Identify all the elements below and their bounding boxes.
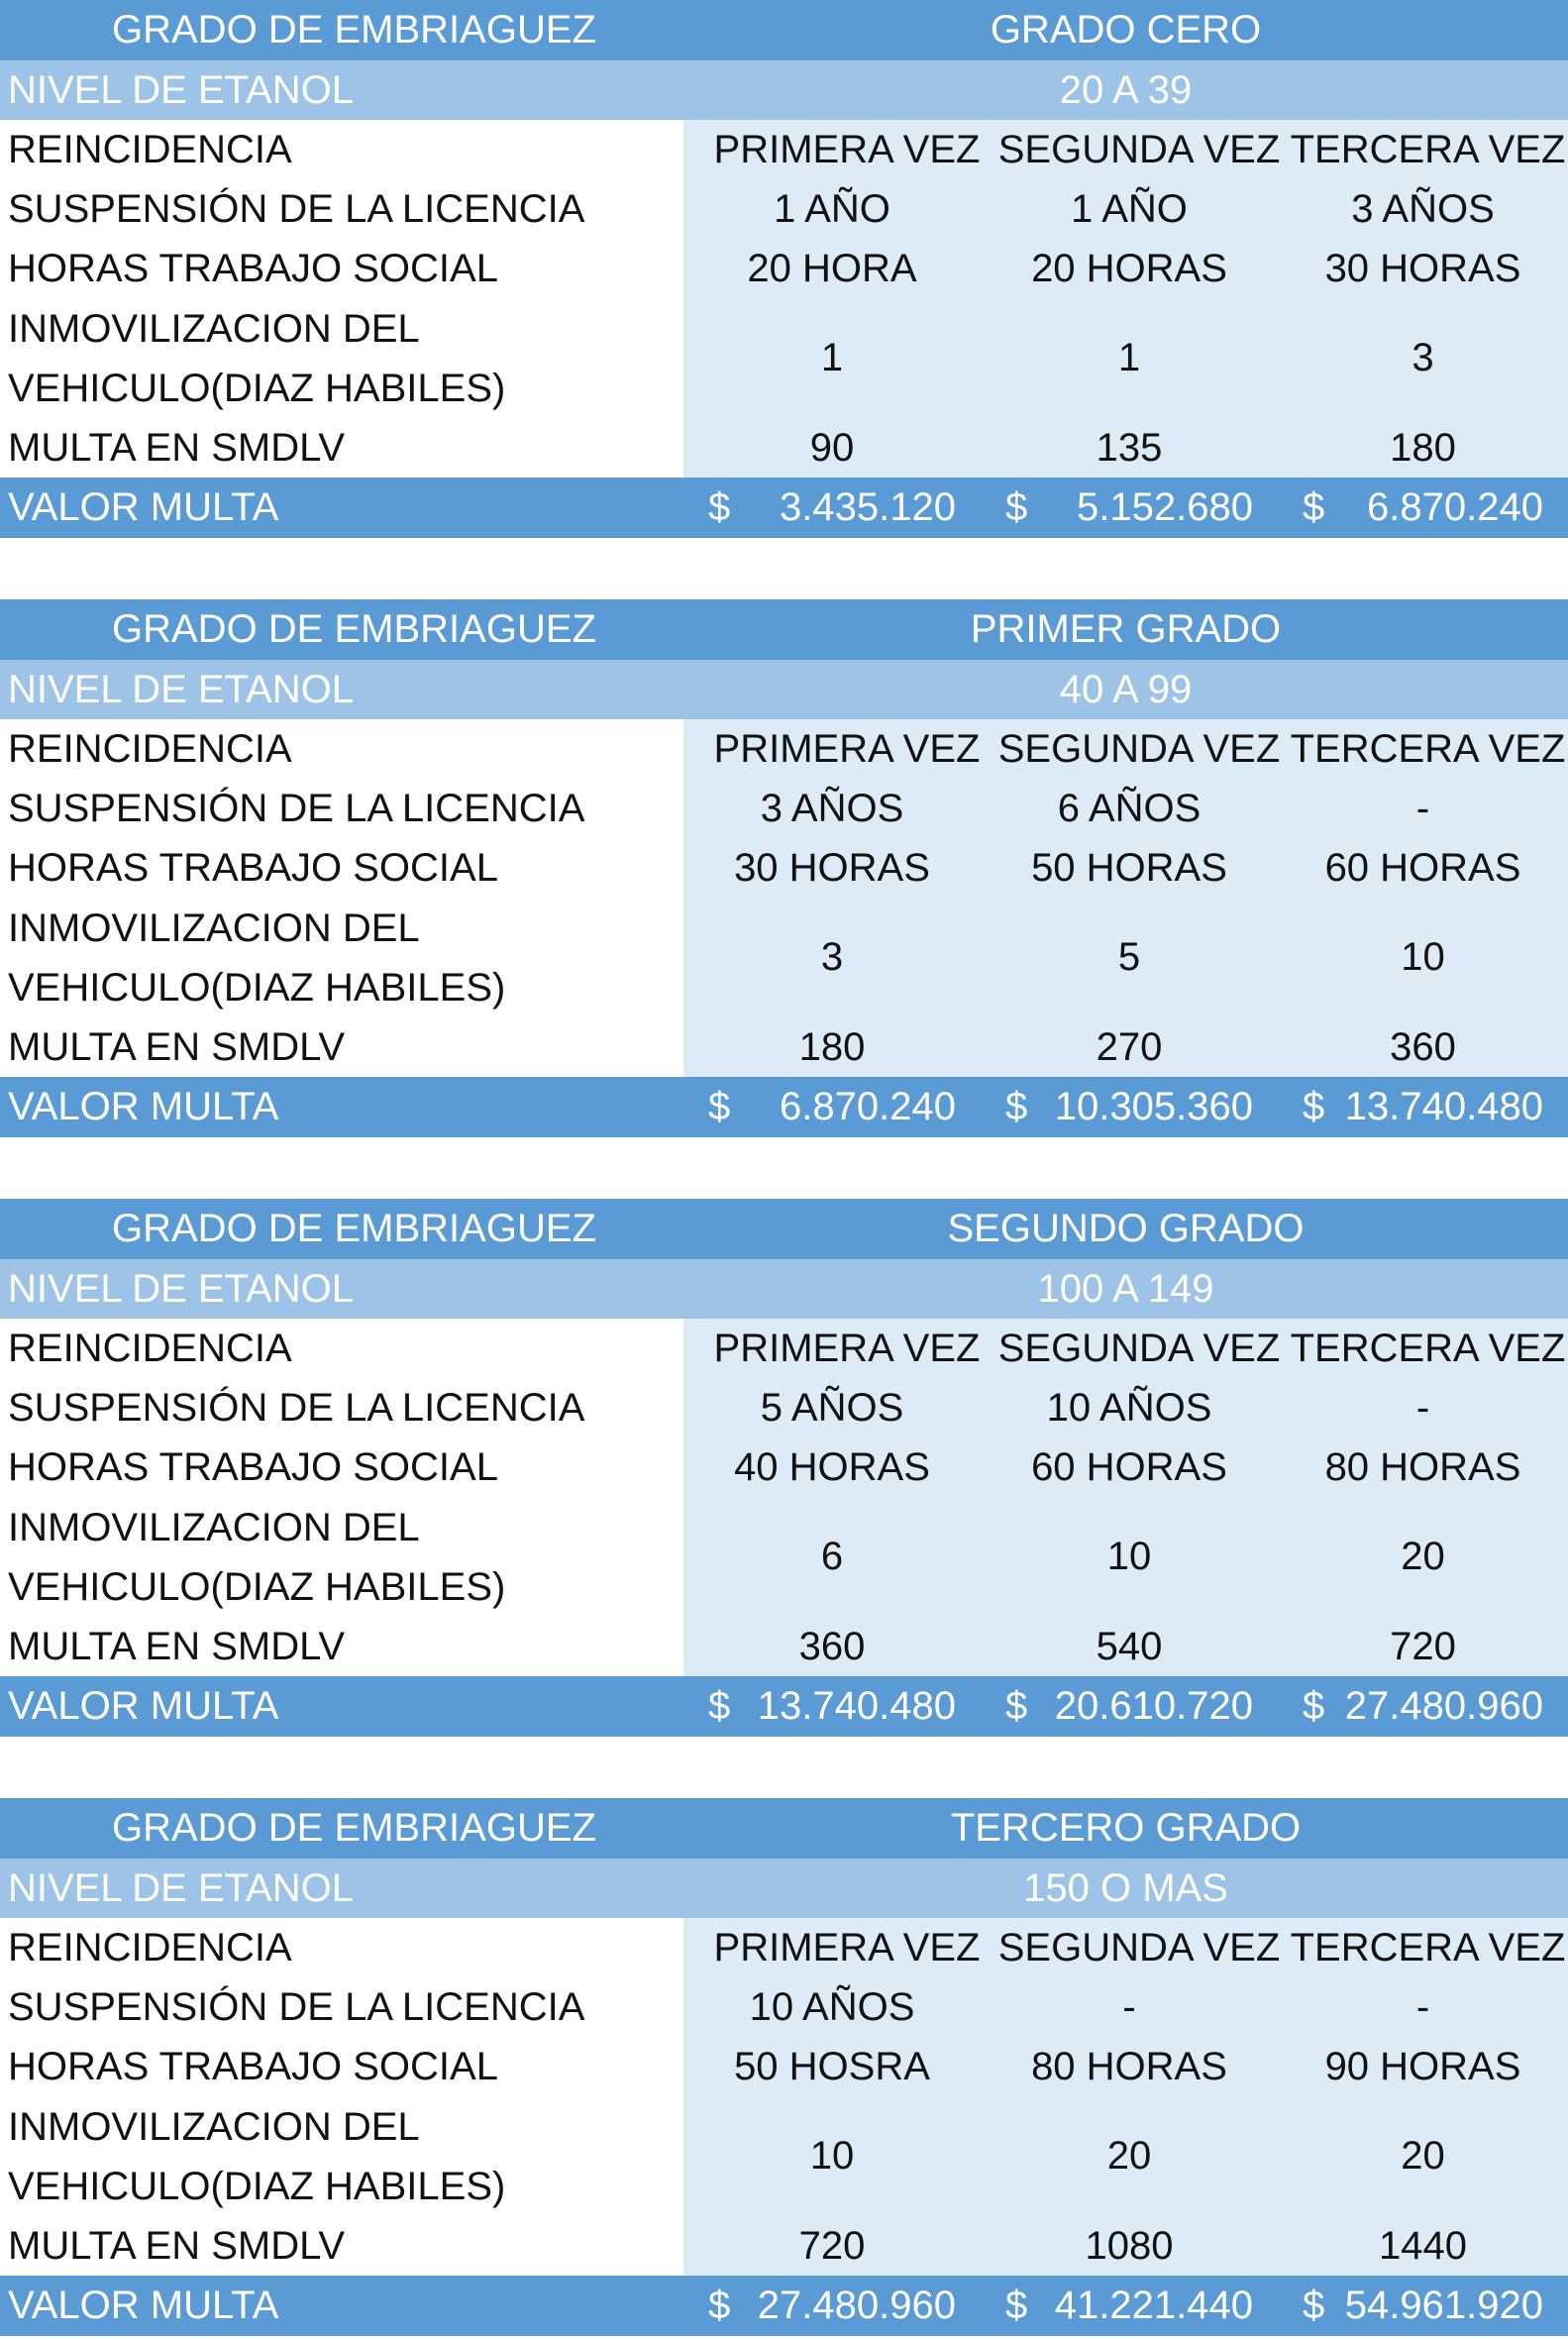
suspension-cell: 10 AÑOS: [1046, 1385, 1212, 1430]
nivel-value: 40 A 99: [1059, 667, 1193, 711]
inmovilizacion-cell: 10: [1401, 935, 1445, 979]
multa-smdlv-cell: 135: [1096, 425, 1163, 470]
multa-smdlv-cell: 720: [798, 2223, 866, 2268]
horas-cell: 30 HORAS: [1324, 246, 1521, 290]
grado-value: TERCERO GRADO: [950, 1806, 1302, 1850]
inmovilizacion-row: [0, 2096, 1568, 2216]
nivel-label: NIVEL DE ETANOL: [8, 667, 354, 711]
valor-multa-amount: 5.152.680: [1077, 485, 1253, 529]
horas-cell: 80 HORAS: [1324, 1444, 1521, 1489]
inmovilizacion-row: [0, 898, 1568, 1017]
grado-value: PRIMER GRADO: [970, 607, 1282, 651]
multa-smdlv-row: [0, 1017, 1568, 1077]
suspension-label: SUSPENSIÓN DE LA LICENCIA: [8, 186, 585, 231]
valor-multa-label: VALOR MULTA: [8, 485, 279, 529]
suspension-cell: 3 AÑOS: [760, 786, 904, 830]
grado-row: [0, 1199, 1568, 1259]
inmovilizacion-cell: 10: [809, 2134, 855, 2178]
horas-label: HORAS TRABAJO SOCIAL: [8, 246, 498, 290]
valor-multa-amount: 27.480.960: [757, 2284, 956, 2327]
suspension-cell: -: [1122, 1984, 1136, 2029]
horas-row: [0, 838, 1568, 898]
reincidencia-row: [0, 719, 1568, 779]
reincidencia-label: REINCIDENCIA: [8, 1326, 292, 1370]
valor-multa-amount: 13.740.480: [757, 1684, 956, 1728]
grado-label: GRADO DE EMBRIAGUEZ: [112, 607, 596, 651]
inmovilizacion-cell: 6: [820, 1535, 844, 1578]
suspension-row: [0, 1378, 1568, 1437]
multa-smdlv-cell: 540: [1096, 1624, 1163, 1668]
inmovilizacion-cell: 3: [1411, 336, 1434, 379]
grado-label: GRADO DE EMBRIAGUEZ: [112, 8, 596, 52]
suspension-cell: 3 AÑOS: [1351, 186, 1495, 231]
inmovilizacion-row: [0, 1497, 1568, 1617]
valor-multa-cell: [683, 478, 981, 538]
inmovilizacion-cell: 1: [820, 336, 844, 379]
horas-row: [0, 2037, 1568, 2096]
reincidencia-primera: PRIMERA VEZ: [713, 726, 981, 771]
multa-smdlv-cell: 1440: [1379, 2223, 1467, 2268]
reincidencia-row: [0, 1918, 1568, 1977]
suspension-cell: -: [1415, 1385, 1430, 1430]
horas-row: [0, 1437, 1568, 1497]
grado-row: [0, 1798, 1568, 1859]
valor-multa-row: [0, 2276, 1568, 2336]
currency-symbol: $: [708, 2284, 731, 2327]
penalty-table-grado-cero: [0, 0, 1568, 538]
horas-cell: 20 HORA: [747, 246, 917, 290]
horas-cell: 50 HORAS: [1031, 845, 1227, 890]
multa-smdlv-cell: 90: [809, 425, 855, 470]
inmovilizacion-label-line2: VEHICULO(DIAZ HABILES): [8, 366, 506, 410]
multa-smdlv-cell: 360: [798, 1624, 866, 1668]
valor-multa-cell: [981, 2276, 1278, 2336]
currency-symbol: $: [708, 1684, 731, 1728]
suspension-cell: -: [1415, 1984, 1430, 2029]
reincidencia-tercera: TERCERA VEZ: [1290, 127, 1566, 171]
valor-multa-cell: [981, 1676, 1278, 1737]
nivel-label: NIVEL DE ETANOL: [8, 67, 354, 112]
horas-cell: 60 HORAS: [1324, 845, 1521, 890]
valor-multa-amount: 3.435.120: [780, 485, 956, 529]
multa-smdlv-label: MULTA EN SMDLV: [8, 425, 346, 470]
horas-cell: 80 HORAS: [1031, 2044, 1227, 2088]
valor-multa-amount: 54.961.920: [1344, 2284, 1543, 2327]
nivel-label: NIVEL DE ETANOL: [8, 1266, 354, 1311]
penalty-table-tercero-grado: [0, 1798, 1568, 2336]
penalty-table-primer-grado: [0, 599, 1568, 1137]
inmovilizacion-label-line1: INMOVILIZACION DEL: [8, 1505, 420, 1549]
grado-label: GRADO DE EMBRIAGUEZ: [112, 1207, 596, 1250]
valor-multa-cell: [1278, 2276, 1568, 2336]
suspension-row: [0, 1977, 1568, 2037]
suspension-cell: 5 AÑOS: [760, 1385, 904, 1430]
currency-symbol: $: [1303, 1684, 1325, 1728]
valor-multa-label: VALOR MULTA: [8, 2284, 279, 2327]
valor-multa-cell: [1278, 1077, 1568, 1137]
horas-cell: 50 HOSRA: [734, 2044, 930, 2088]
horas-cell: 90 HORAS: [1324, 2044, 1521, 2088]
inmovilizacion-label-line2: VEHICULO(DIAZ HABILES): [8, 2164, 506, 2208]
inmovilizacion-cell: 20: [1401, 2134, 1445, 2178]
reincidencia-label: REINCIDENCIA: [8, 1925, 292, 1969]
grado-row: [0, 599, 1568, 660]
multa-smdlv-cell: 180: [1390, 425, 1456, 470]
multa-smdlv-row: [0, 418, 1568, 478]
valor-multa-amount: 6.870.240: [780, 1085, 956, 1128]
valor-multa-row: [0, 1676, 1568, 1737]
suspension-cell: 1 AÑO: [1071, 186, 1188, 231]
reincidencia-segunda: SEGUNDA VEZ: [997, 1326, 1281, 1370]
nivel-row: [0, 660, 1568, 719]
valor-multa-amount: 6.870.240: [1367, 485, 1543, 529]
reincidencia-segunda: SEGUNDA VEZ: [997, 127, 1281, 171]
reincidencia-tercera: TERCERA VEZ: [1290, 1925, 1566, 1969]
inmovilizacion-cell: 3: [820, 935, 844, 979]
inmovilizacion-cell: 10: [1106, 1535, 1152, 1578]
inmovilizacion-cell: 1: [1117, 336, 1141, 379]
penalty-table-segundo-grado: [0, 1199, 1568, 1737]
multa-smdlv-cell: 720: [1390, 1624, 1456, 1668]
valor-multa-cell: [981, 1077, 1278, 1137]
suspension-row: [0, 779, 1568, 838]
reincidencia-primera: PRIMERA VEZ: [713, 1326, 981, 1370]
multa-smdlv-cell: 1080: [1085, 2223, 1174, 2268]
suspension-label: SUSPENSIÓN DE LA LICENCIA: [8, 786, 585, 830]
multa-smdlv-row: [0, 1617, 1568, 1676]
valor-multa-row: [0, 1077, 1568, 1137]
inmovilizacion-label: [8, 898, 681, 1017]
reincidencia-tercera: TERCERA VEZ: [1290, 726, 1566, 771]
suspension-label: SUSPENSIÓN DE LA LICENCIA: [8, 1385, 585, 1430]
multa-smdlv-cell: 180: [798, 1024, 866, 1069]
horas-cell: 20 HORAS: [1031, 246, 1227, 290]
valor-multa-amount: 10.305.360: [1054, 1085, 1253, 1128]
currency-symbol: $: [708, 1085, 731, 1128]
reincidencia-tercera: TERCERA VEZ: [1290, 1326, 1566, 1370]
nivel-label: NIVEL DE ETANOL: [8, 1865, 354, 1910]
grado-value: GRADO CERO: [990, 8, 1262, 52]
reincidencia-primera: PRIMERA VEZ: [713, 127, 981, 171]
inmovilizacion-row: [0, 298, 1568, 418]
grado-row: [0, 0, 1568, 60]
inmovilizacion-cell: 20: [1106, 2134, 1152, 2178]
suspension-cell: -: [1415, 786, 1430, 830]
reincidencia-row: [0, 1319, 1568, 1378]
grado-value: SEGUNDO GRADO: [947, 1207, 1305, 1250]
suspension-cell: 6 AÑOS: [1057, 786, 1202, 830]
valor-multa-cell: [1278, 478, 1568, 538]
valor-multa-row: [0, 478, 1568, 538]
inmovilizacion-label: [8, 298, 681, 418]
currency-symbol: $: [1303, 1085, 1325, 1128]
valor-multa-cell: [683, 2276, 981, 2336]
reincidencia-label: REINCIDENCIA: [8, 127, 292, 171]
horas-cell: 60 HORAS: [1031, 1444, 1227, 1489]
multa-smdlv-label: MULTA EN SMDLV: [8, 1024, 346, 1069]
valor-multa-label: VALOR MULTA: [8, 1085, 279, 1128]
nivel-value: 20 A 39: [1059, 67, 1193, 112]
suspension-label: SUSPENSIÓN DE LA LICENCIA: [8, 1984, 585, 2029]
currency-symbol: $: [708, 485, 731, 529]
nivel-row: [0, 1259, 1568, 1319]
valor-multa-label: VALOR MULTA: [8, 1684, 279, 1728]
nivel-row: [0, 1859, 1568, 1918]
currency-symbol: $: [1005, 1684, 1028, 1728]
nivel-value: 150 O MAS: [1023, 1865, 1228, 1910]
horas-row: [0, 239, 1568, 298]
horas-label: HORAS TRABAJO SOCIAL: [8, 1444, 498, 1489]
suspension-cell: 1 AÑO: [774, 186, 890, 231]
suspension-cell: 10 AÑOS: [749, 1984, 915, 2029]
multa-smdlv-cell: 270: [1096, 1024, 1163, 1069]
valor-multa-cell: [1278, 1676, 1568, 1737]
valor-multa-amount: 20.610.720: [1054, 1684, 1253, 1728]
inmovilizacion-cell: 5: [1117, 935, 1141, 979]
inmovilizacion-label-line1: INMOVILIZACION DEL: [8, 306, 420, 351]
currency-symbol: $: [1303, 485, 1325, 529]
horas-cell: 30 HORAS: [734, 845, 930, 890]
currency-symbol: $: [1005, 485, 1028, 529]
horas-cell: 40 HORAS: [734, 1444, 930, 1489]
multa-smdlv-label: MULTA EN SMDLV: [8, 2223, 346, 2268]
reincidencia-segunda: SEGUNDA VEZ: [997, 1925, 1281, 1969]
inmovilizacion-cell: 20: [1401, 1535, 1445, 1578]
reincidencia-segunda: SEGUNDA VEZ: [997, 726, 1281, 771]
reincidencia-row: [0, 120, 1568, 179]
nivel-row: [0, 60, 1568, 120]
reincidencia-label: REINCIDENCIA: [8, 726, 292, 771]
inmovilizacion-label-line1: INMOVILIZACION DEL: [8, 2104, 420, 2149]
inmovilizacion-label-line2: VEHICULO(DIAZ HABILES): [8, 1564, 506, 1609]
valor-multa-cell: [981, 478, 1278, 538]
multa-smdlv-label: MULTA EN SMDLV: [8, 1624, 346, 1668]
multa-smdlv-row: [0, 2216, 1568, 2276]
horas-label: HORAS TRABAJO SOCIAL: [8, 845, 498, 890]
inmovilizacion-label-line2: VEHICULO(DIAZ HABILES): [8, 965, 506, 1010]
inmovilizacion-label: [8, 2096, 681, 2216]
reincidencia-primera: PRIMERA VEZ: [713, 1925, 981, 1969]
horas-label: HORAS TRABAJO SOCIAL: [8, 2044, 498, 2088]
valor-multa-amount: 13.740.480: [1344, 1085, 1543, 1128]
currency-symbol: $: [1005, 1085, 1028, 1128]
inmovilizacion-label: [8, 1497, 681, 1617]
valor-multa-cell: [683, 1676, 981, 1737]
currency-symbol: $: [1303, 2284, 1325, 2327]
valor-multa-amount: 41.221.440: [1054, 2284, 1253, 2327]
inmovilizacion-label-line1: INMOVILIZACION DEL: [8, 905, 420, 950]
valor-multa-cell: [683, 1077, 981, 1137]
suspension-row: [0, 179, 1568, 239]
multa-smdlv-cell: 360: [1390, 1024, 1456, 1069]
valor-multa-amount: 27.480.960: [1344, 1684, 1543, 1728]
currency-symbol: $: [1005, 2284, 1028, 2327]
nivel-value: 100 A 149: [1037, 1266, 1214, 1311]
grado-label: GRADO DE EMBRIAGUEZ: [112, 1806, 596, 1850]
